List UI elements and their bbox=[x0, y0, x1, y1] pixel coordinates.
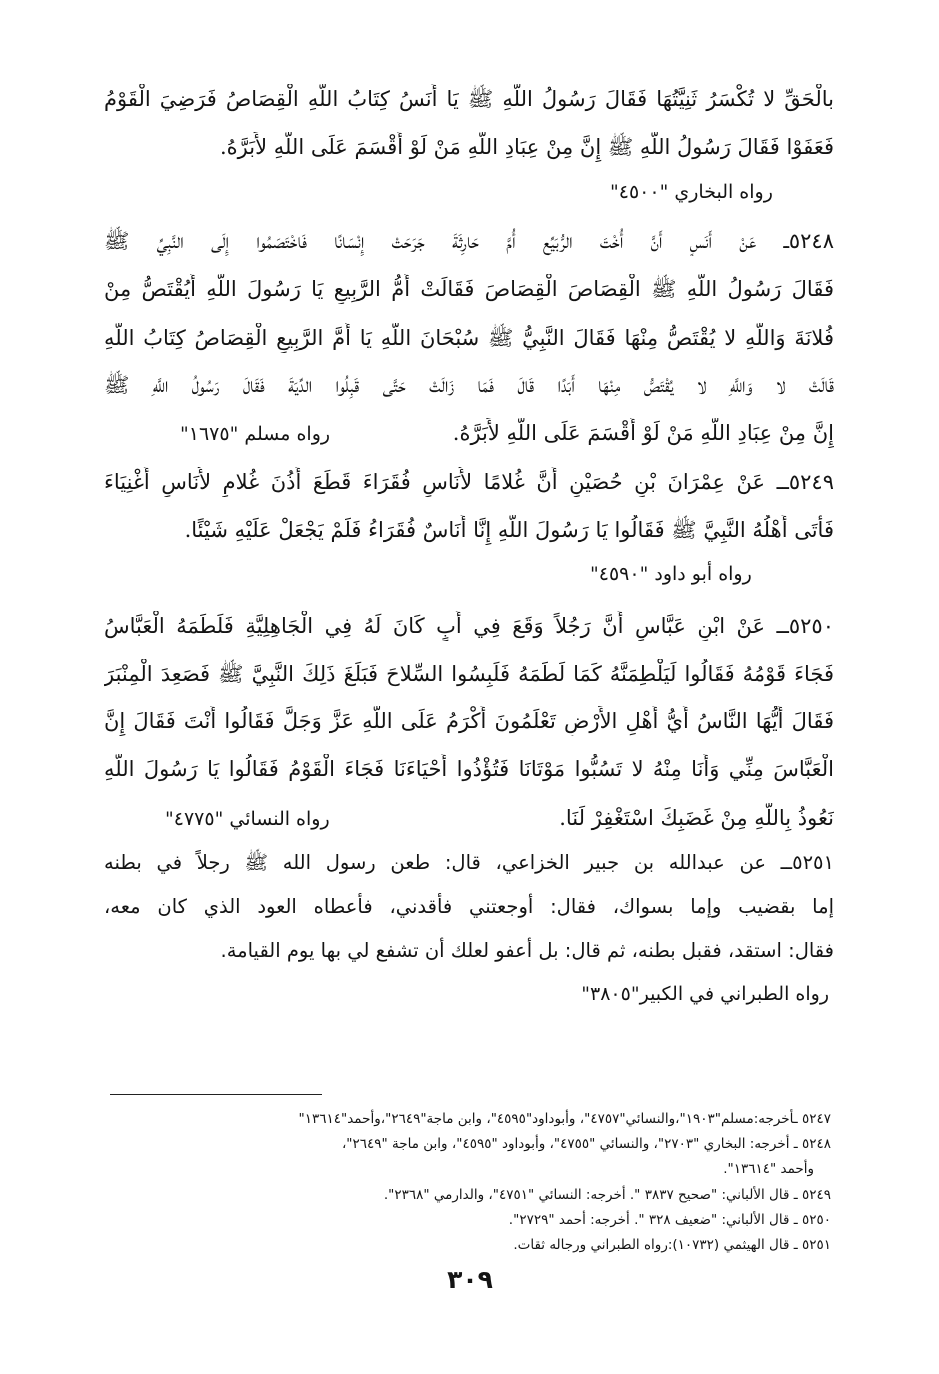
hadith-5250-line-2: فَجَاءَ قَوْمُهُ فَقَالُوا لَيَلْطِمَنَّهُ كَمَا لَطَمَهُ فَلَبِسُوا السِّلاحَ فَبَلَغَ ذَلِكَ النَّبِيَّ ﷺ فَصَعِدَ الْمِنْبَرَ bbox=[104, 662, 834, 686]
footnote-5247: ٥٢٤٧ ـأخرجه:مسلم"١٩٠٣"،والنسائي"٤٧٥٧"، وأبوداود"٤٥٩٥"، وابن ماجة"٢٦٤٩"،وأحمد"١٣٦١٤" bbox=[298, 1111, 831, 1127]
footnote-5251: ٥٢٥١ ـ قال الهيثمي (١٠٧٣٢):رواه الطبراني ورجاله ثقات. bbox=[513, 1237, 831, 1253]
hadith-5249-line-1: ٥٢٤٩ــ عَنْ عِمْرَانَ بْنِ حُصَيْنٍ أَنَّ غُلامًا لأُنَاسٍ فُقَرَاءَ قَطَعَ أُذُنَ غُلامٍ لأُنَاسٍ أَغْنِيَاءَ bbox=[104, 470, 834, 494]
hadith-5251-source: رواه الطبراني في الكبير"٣٨٠٥" bbox=[581, 983, 829, 1005]
hadith-5250-line-4: الْعَبَّاسَ مِنِّي وَأَنَا مِنْهُ لا تَسُبُّوا مَوْتَانَا فَتُؤْذُوا أَحْيَاءَنَا فَجَاءَ الْقَوْمُ فَقَالُوا يَا رَسُولَ اللَّهِ bbox=[104, 757, 834, 781]
footnote-5249: ٥٢٤٩ ـ قال الألباني: "صحيح ٣٨٣٧ ". أخرجه: النسائي "٤٧٥١"، والدارمي "٢٣٦٨". bbox=[383, 1187, 831, 1203]
footnote-5250: ٥٢٥٠ ـ قال الألباني: "ضعيف ٣٢٨ ". أخرجه: أحمد "٢٧٢٩". bbox=[508, 1212, 831, 1228]
hadith-5249-source: رواه أبو داود "٤٥٩٠" bbox=[590, 563, 752, 585]
hadith-5248-source: رواه مسلم "١٦٧٥" bbox=[180, 423, 331, 445]
footnote-5248: ٥٢٤٨ ـ أخرجه: البخاري "٢٧٠٣"، والنسائي "٤٧٥٥"، وأبوداود "٤٥٩٥"، وابن ماجة "٢٦٤٩"، bbox=[341, 1136, 831, 1152]
hadith-5251-line-1: ٥٢٥١ــ عن عبدالله بن جبير الخزاعي، قال: طعن رسول الله ﷺ رجلاً في بطنه bbox=[104, 851, 834, 874]
hadith-5248-line-4: قَالَتْ لا وَاللَّهِ لا يُقْتَصُّ مِنْهَا أَبَدًا قَالَ فَمَا زَالَتْ حَتَّى قَبِلُوا الدِّيَةَ فَقَالَ رَسُولُ اللَّهِ ﷺ bbox=[104, 373, 834, 397]
hadith-5250-line-1: ٥٢٥٠ــ عَنْ ابْنِ عَبَّاسٍ أَنَّ رَجُلاً وَقَعَ فِي أَبٍ كَانَ لَهُ فِي الْجَاهِلِيَّةِ فَلَطَمَهُ الْعَبَّاسُ bbox=[104, 614, 834, 638]
hadith-5251-line-3: فقال: استقد، فقبل بطنه، ثم قال: بل أعفو لعلك أن تشفع لي بها يوم القيامة. bbox=[220, 939, 834, 962]
footnote-separator bbox=[110, 1094, 322, 1095]
hadith-5251-line-2: إما بقضيب وإما بسواك، فقال: أوجعتني فأقدني، فأعطاه العود الذي كان معه، bbox=[104, 895, 834, 918]
hadith-5248-line-2: فَقَالَ رَسُولُ اللَّهِ ﷺ الْقِصَاصَ الْقِصَاصَ فَقَالَتْ أُمُّ الرَّبِيعِ يَا رَسُولَ اللَّهِ أَيُقْتَصُّ مِنْ bbox=[104, 277, 834, 301]
hadith-5249-line-2: فَأَتَى أَهْلُهُ النَّبِيَّ ﷺ فَقَالُوا يَا رَسُولَ اللَّهِ إِنَّا أُنَاسٌ فُقَرَاءُ فَلَمْ يَجْعَلْ عَلَيْهِ شَيْئًا. bbox=[184, 518, 834, 542]
hadith-5248-line-3: فُلانَةَ وَاللَّهِ لا يُقْتَصُّ مِنْهَا فَقَالَ النَّبِيُّ ﷺ سُبْحَانَ اللَّهِ يَا أُمَّ الرَّبِيعِ الْقِصَاصُ كِتَابُ اللَّهِ bbox=[104, 326, 834, 350]
hadith-5250-line-3: فَقَالَ أَيُّهَا النَّاسُ أَيُّ أَهْلِ الأَرْضِ تَعْلَمُونَ أَكْرَمُ عَلَى اللَّهِ عَزَّ وَجَلَّ فَقَالُوا أَنْتَ فَقَالَ إِنَّ bbox=[104, 709, 834, 733]
hadith-5248-line-5: إِنَّ مِنْ عِبَادِ اللَّهِ مَنْ لَوْ أَقْسَمَ عَلَى اللَّهِ لأَبَرَّهُ. bbox=[452, 421, 834, 445]
footnote-5248-continued: وأحمد "١٣٦١٤". bbox=[723, 1161, 814, 1177]
page-number: ٣٠٩ bbox=[447, 1265, 493, 1294]
hadith-5247-line-2: فَعَفَوْا فَقَالَ رَسُولُ اللَّهِ ﷺ إِنَّ مِنْ عِبَادِ اللَّهِ مَنْ لَوْ أَقْسَمَ عَلَى اللَّهِ لأَبَرَّهُ. bbox=[219, 135, 834, 159]
hadith-5250-source: رواه النسائي "٤٧٧٥" bbox=[165, 808, 330, 830]
hadith-5248-line-1: ٥٢٤٨ــ عَنْ أَنَسٍ أَنَّ أُخْتَ الرُّبَيِّعِ أُمَّ حَارِثَةَ جَرَحَتْ إِنْسَانًا فَاخْتَصَمُوا إِلَى النَّبِيِّ ﷺ bbox=[104, 229, 834, 253]
hadith-5247-source: رواه البخاري "٤٥٠٠" bbox=[610, 181, 773, 203]
hadith-5247-line-1: بالْحَقِّ لا تُكْسَرُ ثَنِيَّتُهَا فَقَالَ رَسُولُ اللَّهِ ﷺ يَا أَنَسُ كِتَابُ اللَّهِ الْقِصَاصُ فَرَضِيَ الْقَوْمُ bbox=[104, 87, 834, 111]
hadith-5250-line-5: نَعُوذُ بِاللَّهِ مِنْ غَضَبِكَ اسْتَغْفِرْ لَنَا. bbox=[559, 806, 834, 830]
